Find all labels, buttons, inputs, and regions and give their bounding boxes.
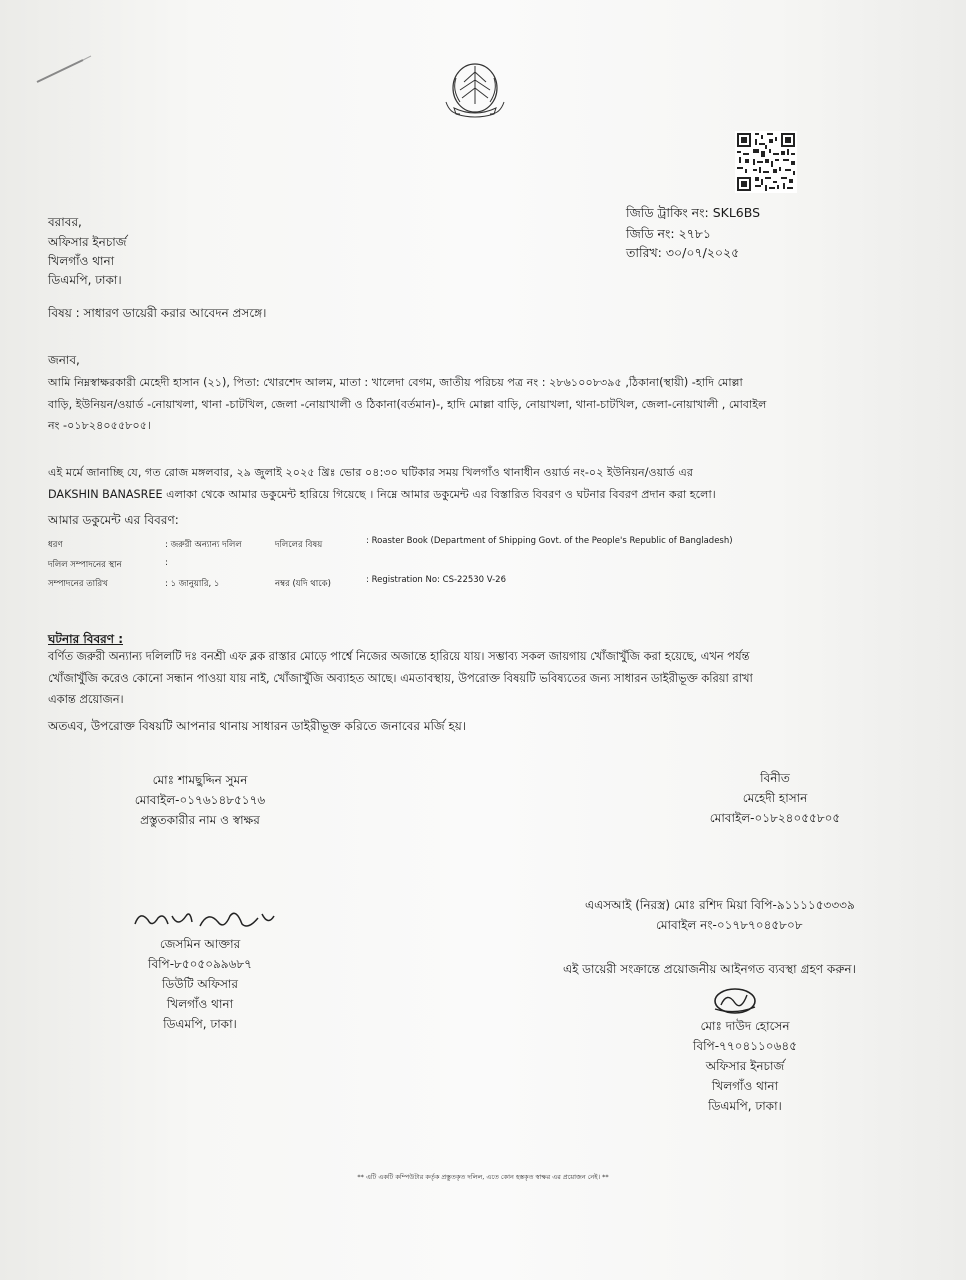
duty-officer-bp: বিপি-৮৫০৫০৯৯৬৮৭ bbox=[148, 957, 252, 971]
recipient-line: খিলগাঁও থানা bbox=[48, 254, 115, 268]
duty-officer-station: খিলগাঁও থানা bbox=[166, 997, 234, 1011]
doc-table-value: : ১ জানুয়ারি, ১ bbox=[165, 579, 220, 589]
asi-instruction: এই ডায়েরী সংক্রান্তে প্রয়োজনীয় আইনগত ব্যবস্থা গ্রহণ করুন। bbox=[563, 962, 856, 976]
request-line: অতএব, উপরোক্ত বিষয়টি আপনার থানায় সাধারন ডাইরীভূক্ত করিতে জনাবের মর্জি হয়। bbox=[48, 719, 467, 733]
statement-line: DAKSHIN BANASREE এলাকা থেকে আমার ডকুমেন্ট হারিয়ে গিয়েছে । নিম্নে আমার ডকুমেন্ট এর বিস্তারিত বিবরণ ও ঘটনার বিবরণ প্রদান করা হলো। bbox=[48, 487, 716, 501]
incident-line: বর্ণিত জরুরী অন্যান্য দলিলটি দঃ বনশ্রী এফ ব্লক রাস্তার মোড়ে পার্শ্বে নিজের অজান্তে হারিয়ে যায়। সম্ভাব্য সকল জায়গায় খোঁজাখুঁজি করা হয়েছে, এখন পর্যন্ত bbox=[48, 649, 750, 663]
oc-title: অফিসার ইনচার্জ bbox=[705, 1059, 785, 1073]
applicant-mobile: মোবাইল-০১৮২৪০৫৫৮০৫ bbox=[709, 811, 841, 825]
gd-tracking-number: জিডি ট্রাকিং নং: SKL6BS bbox=[626, 205, 761, 220]
oc-station: খিলগাঁও থানা bbox=[711, 1079, 779, 1093]
oc-bp: বিপি-৭৭০৪১১০৬৪৫ bbox=[693, 1039, 797, 1053]
duty-officer-dmp: ডিএমপি, ঢাকা। bbox=[163, 1017, 237, 1031]
incident-line: খোঁজাখুঁজি করেও কোনো সন্ধান পাওয়া যায় নাই, খোঁজাখুঁজি অব্যাহত আছে। এমতাবস্থায়, উপরোক্ত বিষয়টি ভবিষ্যতের জন্য সাধারন ডাইরীভূক্ত করিয়া রাখা bbox=[48, 670, 753, 685]
doc-table-label: সম্পাদনের তারিখ bbox=[48, 579, 108, 589]
preparer-name: মোঃ শামছুদ্দিন সুমন bbox=[152, 773, 248, 787]
oc-dmp: ডিএমপি, ঢাকা। bbox=[708, 1099, 782, 1113]
incident-paragraph bbox=[48, 646, 908, 711]
statement-line: এই মর্মে জানাচ্ছি যে, গত রোজ মঙ্গলবার, ২৯ জুলাই ২০২৫ খ্রিঃ ভোর ০৪:৩০ ঘটিকার সময় খিলগাঁও থানাধীন ওয়ার্ড নং-০২ ইউনিয়ন/ওয়ার্ড এর bbox=[48, 466, 694, 479]
applicant-closing: বিনীত bbox=[760, 771, 790, 785]
preparer-caption: প্রস্তুতকারীর নাম ও স্বাক্ষর bbox=[140, 813, 260, 827]
recipient-line: ডিএমপি, ঢাকা। bbox=[48, 273, 122, 287]
doc-table-label: নম্বর (যদি থাকে) bbox=[275, 579, 331, 589]
duty-officer-signature-icon bbox=[130, 906, 280, 936]
doc-table-label: দলিলের বিষয় bbox=[275, 540, 323, 550]
doc-table-value: : Registration No: CS-22530 V-26 bbox=[366, 575, 506, 585]
duty-officer-title: ডিউটি অফিসার bbox=[161, 977, 238, 991]
intro-paragraph bbox=[48, 372, 903, 437]
pen-mark-icon bbox=[35, 48, 95, 88]
statement-paragraph bbox=[48, 462, 903, 505]
doc-table-value: : Roaster Book (Department of Shipping Govt. of the People's Republic of Bangladesh) bbox=[366, 536, 733, 546]
gd-date: তারিখ: ৩০/০৭/২০২৫ bbox=[626, 245, 740, 260]
incident-heading: ঘটনার বিবরণ : bbox=[48, 632, 123, 646]
applicant-name: মেহেদী হাসান bbox=[742, 791, 808, 805]
gd-number: জিডি নং: ২৭৮১ bbox=[626, 226, 712, 241]
subject-line: বিষয় : সাধারণ ডায়েরী করার আবেদন প্রসঙ্গে। bbox=[48, 306, 267, 320]
asi-mobile: মোবাইল নং-০১৭৮৭০৪৫৮০৮ bbox=[656, 918, 803, 932]
recipient-line: বরাবর, bbox=[48, 215, 82, 229]
footer-note: ** এটি একটি কম্পিউটার কর্তৃক প্রস্তুতকৃত দলিল, এতে কোন হস্তকৃত স্বাক্ষর এর প্রয়োজন নেই। ** bbox=[357, 1173, 609, 1181]
preparer-mobile: মোবাইল-০১৭৬১৪৮৫১৭৬ bbox=[134, 793, 266, 807]
intro-line: বাড়ি, ইউনিয়ন/ওয়ার্ড -নোয়াখলা, থানা -চাটখিল, জেলা -নোয়াখালী ও ঠিকানা(বর্তমান)-, হাদি মোল্লা বাড়ি, নোয়াখলা, থানা-চাটখিল, জেলা-নোয়াখালী , মোবাইল bbox=[48, 397, 767, 411]
doc-table-label: ধরণ bbox=[48, 540, 63, 550]
incident-line: একান্ত প্রয়োজন। bbox=[48, 692, 124, 706]
intro-line: আমি নিম্নস্বাক্ষরকারী মেহেদী হাসান (২১), পিতা: খোরশেদ আলম, মাতা : খালেদা বেগম, জাতীয় পরিচয় পত্র নং : ২৮৬১০০৮৩৯৫ ,ঠিকানা(স্থায়ী) -হাদি মোল্লা bbox=[48, 376, 743, 389]
intro-line: নং -০১৮২৪০৫৫৮০৫। bbox=[48, 419, 151, 432]
police-emblem-icon bbox=[440, 58, 510, 120]
doc-table-value: : bbox=[165, 558, 168, 568]
oc-signature-icon bbox=[705, 985, 765, 1017]
oc-name: মোঃ দাউদ হোসেন bbox=[700, 1019, 790, 1033]
doc-table-label: দলিল সম্পাদনের স্থান bbox=[48, 560, 122, 570]
document-details-heading: আমার ডকুমেন্ট এর বিবরণ: bbox=[48, 513, 179, 527]
qr-code-icon bbox=[735, 131, 797, 193]
duty-officer-name: জেসমিন আক্তার bbox=[159, 937, 241, 951]
salutation: জনাব, bbox=[48, 353, 80, 367]
recipient-line: অফিসার ইনচার্জ bbox=[48, 235, 127, 249]
asi-name: এএসআই (নিরস্ত্র) মোঃ রশিদ মিয়া বিপি-৯১১১১৫৩৩৩৯ bbox=[585, 898, 855, 912]
doc-table-value: : জরুরী অন্যান্য দলিল bbox=[165, 540, 242, 550]
